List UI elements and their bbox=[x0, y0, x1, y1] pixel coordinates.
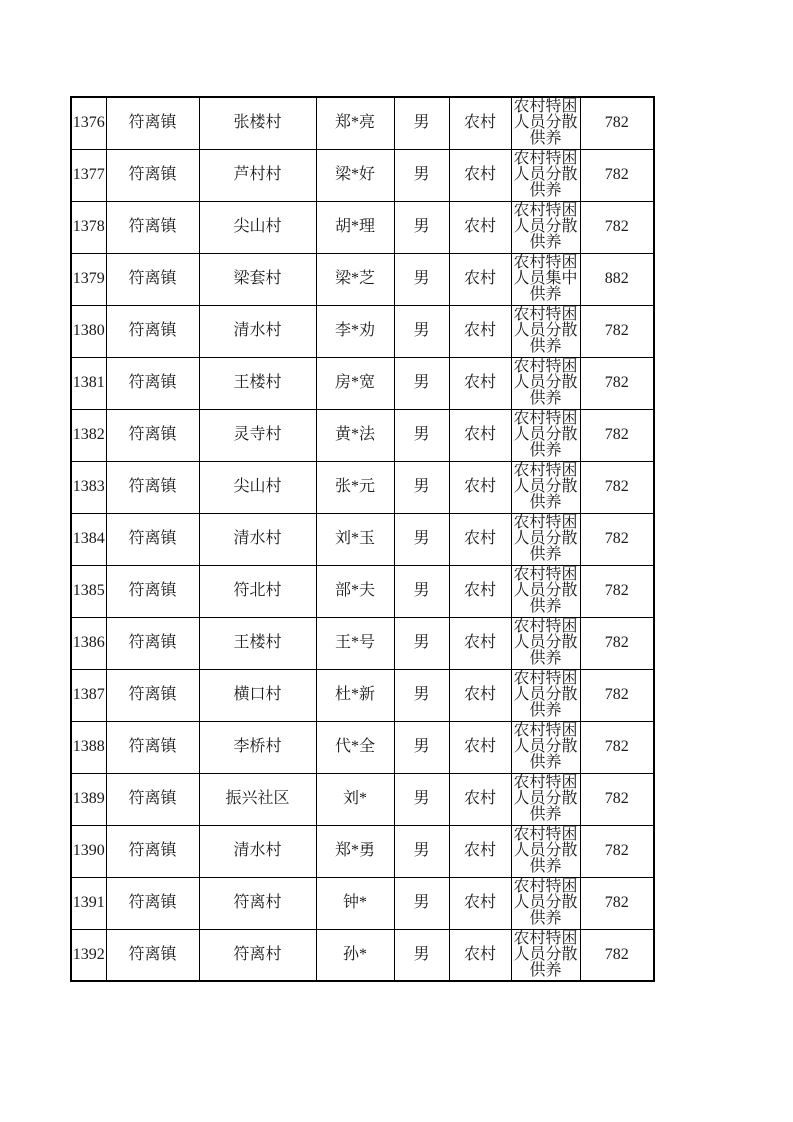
cell-area: 农村 bbox=[449, 305, 511, 357]
cell-village: 符离村 bbox=[199, 877, 316, 929]
table-row bbox=[71, 825, 654, 877]
cell-amount: 782 bbox=[580, 513, 654, 565]
cell-area: 农村 bbox=[449, 721, 511, 773]
cell-amount: 882 bbox=[580, 253, 654, 305]
cell-gender: 男 bbox=[394, 617, 449, 669]
table-row bbox=[71, 513, 654, 565]
cell-town: 符离镇 bbox=[106, 565, 199, 617]
cell-name: 李*劝 bbox=[316, 305, 394, 357]
cell-town: 符离镇 bbox=[106, 669, 199, 721]
cell-town: 符离镇 bbox=[106, 149, 199, 201]
cell-area: 农村 bbox=[449, 877, 511, 929]
cell-gender: 男 bbox=[394, 149, 449, 201]
cell-village: 尖山村 bbox=[199, 461, 316, 513]
assistance-roster-table bbox=[70, 96, 655, 982]
cell-category: 农村特困人员分散供养 bbox=[511, 461, 580, 513]
cell-category: 农村特困人员分散供养 bbox=[511, 929, 580, 981]
cell-gender: 男 bbox=[394, 669, 449, 721]
cell-town: 符离镇 bbox=[106, 617, 199, 669]
cell-gender: 男 bbox=[394, 513, 449, 565]
cell-category: 农村特困人员分散供养 bbox=[511, 357, 580, 409]
cell-category: 农村特困人员分散供养 bbox=[511, 513, 580, 565]
cell-category: 农村特困人员分散供养 bbox=[511, 773, 580, 825]
cell-town: 符离镇 bbox=[106, 97, 199, 149]
cell-name: 梁*好 bbox=[316, 149, 394, 201]
cell-id: 1384 bbox=[71, 513, 106, 565]
cell-town: 符离镇 bbox=[106, 513, 199, 565]
cell-town: 符离镇 bbox=[106, 305, 199, 357]
cell-village: 振兴社区 bbox=[199, 773, 316, 825]
cell-village: 王楼村 bbox=[199, 357, 316, 409]
cell-name: 胡*理 bbox=[316, 201, 394, 253]
cell-name: 梁*芝 bbox=[316, 253, 394, 305]
table-row bbox=[71, 929, 654, 981]
cell-id: 1383 bbox=[71, 461, 106, 513]
cell-category: 农村特困人员分散供养 bbox=[511, 409, 580, 461]
cell-category: 农村特困人员分散供养 bbox=[511, 877, 580, 929]
cell-town: 符离镇 bbox=[106, 773, 199, 825]
cell-name: 房*宽 bbox=[316, 357, 394, 409]
cell-id: 1388 bbox=[71, 721, 106, 773]
table-row bbox=[71, 565, 654, 617]
cell-gender: 男 bbox=[394, 825, 449, 877]
cell-village: 灵寺村 bbox=[199, 409, 316, 461]
cell-area: 农村 bbox=[449, 149, 511, 201]
table-row bbox=[71, 721, 654, 773]
cell-town: 符离镇 bbox=[106, 357, 199, 409]
cell-town: 符离镇 bbox=[106, 721, 199, 773]
cell-name: 孙* bbox=[316, 929, 394, 981]
table-row bbox=[71, 97, 654, 149]
cell-id: 1379 bbox=[71, 253, 106, 305]
cell-village: 符北村 bbox=[199, 565, 316, 617]
cell-town: 符离镇 bbox=[106, 877, 199, 929]
cell-name: 张*元 bbox=[316, 461, 394, 513]
cell-category: 农村特困人员分散供养 bbox=[511, 617, 580, 669]
cell-area: 农村 bbox=[449, 461, 511, 513]
cell-name: 杜*新 bbox=[316, 669, 394, 721]
cell-town: 符离镇 bbox=[106, 409, 199, 461]
cell-area: 农村 bbox=[449, 929, 511, 981]
cell-id: 1386 bbox=[71, 617, 106, 669]
cell-town: 符离镇 bbox=[106, 253, 199, 305]
cell-id: 1380 bbox=[71, 305, 106, 357]
cell-gender: 男 bbox=[394, 461, 449, 513]
cell-village: 李桥村 bbox=[199, 721, 316, 773]
cell-area: 农村 bbox=[449, 773, 511, 825]
cell-id: 1392 bbox=[71, 929, 106, 981]
cell-village: 张楼村 bbox=[199, 97, 316, 149]
cell-category: 农村特困人员分散供养 bbox=[511, 201, 580, 253]
cell-amount: 782 bbox=[580, 97, 654, 149]
cell-category: 农村特困人员分散供养 bbox=[511, 825, 580, 877]
cell-gender: 男 bbox=[394, 201, 449, 253]
cell-name: 郑*亮 bbox=[316, 97, 394, 149]
cell-area: 农村 bbox=[449, 97, 511, 149]
table-row bbox=[71, 773, 654, 825]
table-row bbox=[71, 149, 654, 201]
cell-id: 1391 bbox=[71, 877, 106, 929]
cell-village: 清水村 bbox=[199, 825, 316, 877]
cell-amount: 782 bbox=[580, 461, 654, 513]
cell-amount: 782 bbox=[580, 721, 654, 773]
cell-name: 钟* bbox=[316, 877, 394, 929]
cell-town: 符离镇 bbox=[106, 461, 199, 513]
table-row bbox=[71, 461, 654, 513]
cell-amount: 782 bbox=[580, 773, 654, 825]
cell-gender: 男 bbox=[394, 409, 449, 461]
cell-category: 农村特困人员分散供养 bbox=[511, 97, 580, 149]
cell-id: 1376 bbox=[71, 97, 106, 149]
cell-category: 农村特困人员分散供养 bbox=[511, 149, 580, 201]
cell-category: 农村特困人员分散供养 bbox=[511, 565, 580, 617]
cell-gender: 男 bbox=[394, 773, 449, 825]
cell-gender: 男 bbox=[394, 721, 449, 773]
table-row bbox=[71, 357, 654, 409]
cell-area: 农村 bbox=[449, 253, 511, 305]
cell-area: 农村 bbox=[449, 409, 511, 461]
cell-name: 刘*玉 bbox=[316, 513, 394, 565]
table-row bbox=[71, 305, 654, 357]
cell-name: 部*夫 bbox=[316, 565, 394, 617]
cell-gender: 男 bbox=[394, 357, 449, 409]
cell-amount: 782 bbox=[580, 929, 654, 981]
cell-town: 符离镇 bbox=[106, 825, 199, 877]
cell-village: 符离村 bbox=[199, 929, 316, 981]
cell-category: 农村特困人员分散供养 bbox=[511, 669, 580, 721]
table-row bbox=[71, 669, 654, 721]
cell-category: 农村特困人员集中供养 bbox=[511, 253, 580, 305]
cell-category: 农村特困人员分散供养 bbox=[511, 721, 580, 773]
cell-town: 符离镇 bbox=[106, 929, 199, 981]
cell-area: 农村 bbox=[449, 669, 511, 721]
cell-id: 1387 bbox=[71, 669, 106, 721]
table-row bbox=[71, 253, 654, 305]
cell-gender: 男 bbox=[394, 929, 449, 981]
cell-amount: 782 bbox=[580, 409, 654, 461]
cell-village: 尖山村 bbox=[199, 201, 316, 253]
cell-gender: 男 bbox=[394, 877, 449, 929]
cell-id: 1377 bbox=[71, 149, 106, 201]
table-row bbox=[71, 877, 654, 929]
table-row bbox=[71, 201, 654, 253]
cell-name: 王*号 bbox=[316, 617, 394, 669]
cell-id: 1389 bbox=[71, 773, 106, 825]
cell-area: 农村 bbox=[449, 357, 511, 409]
cell-id: 1382 bbox=[71, 409, 106, 461]
table-row bbox=[71, 617, 654, 669]
cell-amount: 782 bbox=[580, 149, 654, 201]
cell-gender: 男 bbox=[394, 97, 449, 149]
cell-name: 代*全 bbox=[316, 721, 394, 773]
cell-village: 芦村村 bbox=[199, 149, 316, 201]
table-body bbox=[71, 97, 654, 981]
cell-village: 横口村 bbox=[199, 669, 316, 721]
cell-amount: 782 bbox=[580, 617, 654, 669]
cell-village: 梁套村 bbox=[199, 253, 316, 305]
cell-area: 农村 bbox=[449, 617, 511, 669]
cell-id: 1385 bbox=[71, 565, 106, 617]
cell-amount: 782 bbox=[580, 565, 654, 617]
cell-name: 郑*勇 bbox=[316, 825, 394, 877]
cell-gender: 男 bbox=[394, 253, 449, 305]
cell-id: 1378 bbox=[71, 201, 106, 253]
cell-village: 清水村 bbox=[199, 513, 316, 565]
cell-id: 1390 bbox=[71, 825, 106, 877]
cell-village: 清水村 bbox=[199, 305, 316, 357]
cell-gender: 男 bbox=[394, 565, 449, 617]
cell-area: 农村 bbox=[449, 565, 511, 617]
cell-amount: 782 bbox=[580, 669, 654, 721]
cell-area: 农村 bbox=[449, 201, 511, 253]
cell-amount: 782 bbox=[580, 825, 654, 877]
cell-town: 符离镇 bbox=[106, 201, 199, 253]
cell-village: 王楼村 bbox=[199, 617, 316, 669]
cell-category: 农村特困人员分散供养 bbox=[511, 305, 580, 357]
cell-area: 农村 bbox=[449, 825, 511, 877]
cell-amount: 782 bbox=[580, 877, 654, 929]
table-row bbox=[71, 409, 654, 461]
cell-amount: 782 bbox=[580, 201, 654, 253]
cell-name: 刘* bbox=[316, 773, 394, 825]
cell-id: 1381 bbox=[71, 357, 106, 409]
cell-area: 农村 bbox=[449, 513, 511, 565]
cell-name: 黄*法 bbox=[316, 409, 394, 461]
cell-amount: 782 bbox=[580, 357, 654, 409]
cell-amount: 782 bbox=[580, 305, 654, 357]
cell-gender: 男 bbox=[394, 305, 449, 357]
